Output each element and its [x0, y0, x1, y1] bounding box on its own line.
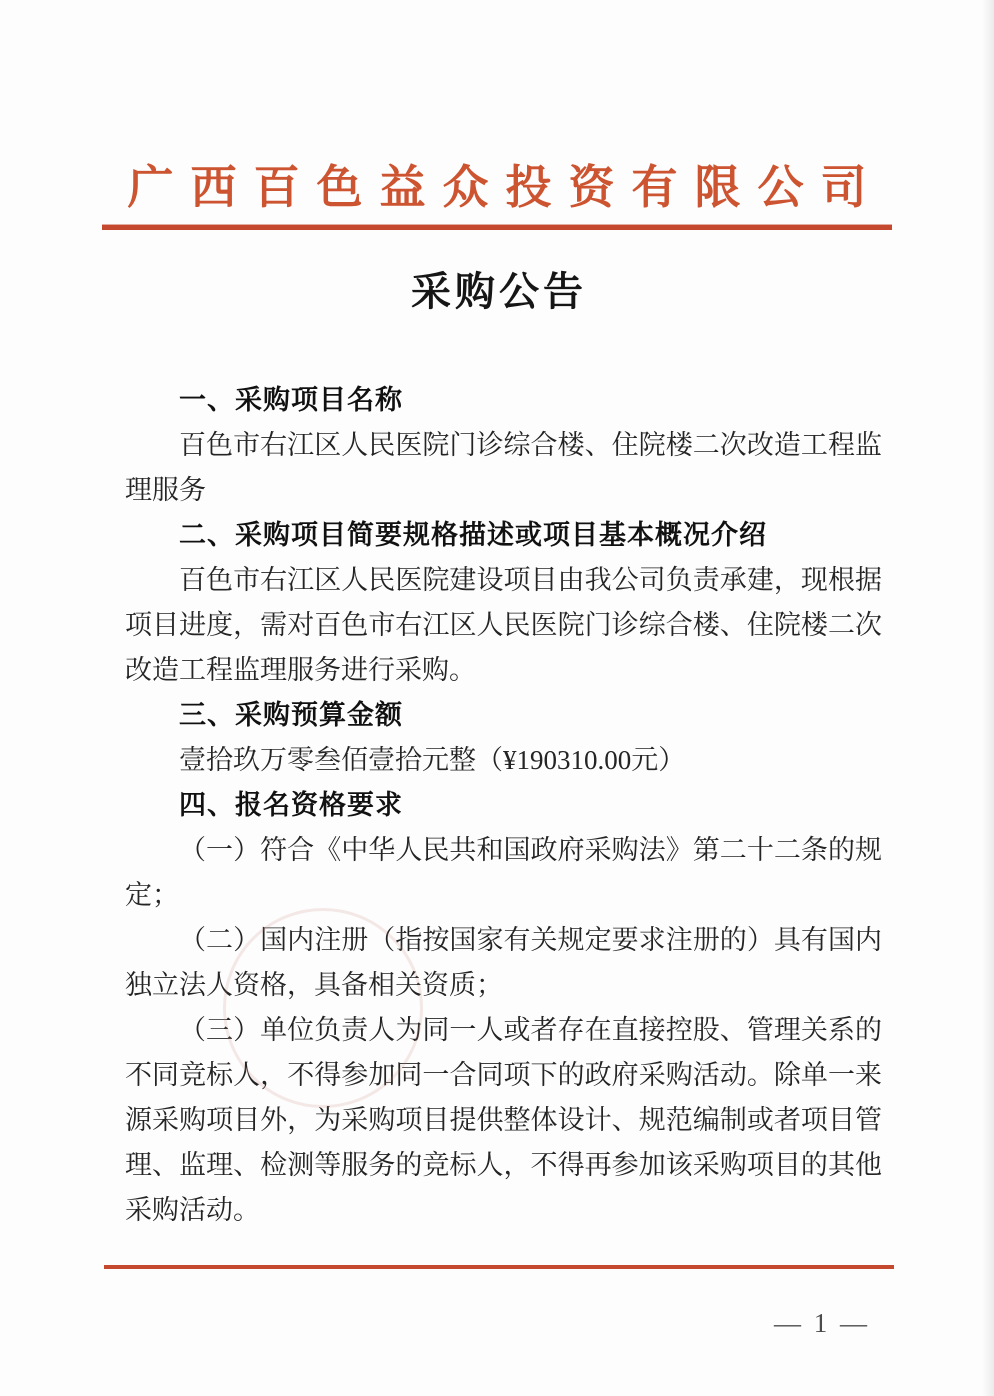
section-1-paragraph: 百色市右江区人民医院门诊综合楼、住院楼二次改造工程监理服务: [125, 430, 882, 505]
document-body: [125, 378, 882, 1233]
footer-rule: [104, 1265, 894, 1269]
page-number: — 1 —: [774, 1308, 870, 1338]
section-1-heading: 一、采购项目名称: [179, 385, 403, 415]
section-4-item-2: （二）国内注册（指按国家有关规定要求注册的）具有国内独立法人资格，具备相关资质；: [125, 925, 882, 1000]
section-4-item-3: （三）单位负责人为同一人或者存在直接控股、管理关系的不同竞标人，不得参加同一合同项下的政府采购活动。除单一来源采购项目外，为采购项目提供整体设计、规范编制或者项目管理、监理、检测等服务的竞标人，不得再参加该采购项目的其他采购活动。: [125, 1015, 882, 1225]
section-3-budget-amount: 壹拾玖万零叁佰壹拾元整（¥190310.00元）: [179, 745, 686, 775]
section-2-paragraph: 百色市右江区人民医院建设项目由我公司负责承建，现根据项目进度，需对百色市右江区人民医院门诊综合楼、住院楼二次改造工程监理服务进行采购。: [125, 565, 882, 685]
document-title: 采购公告: [411, 269, 587, 314]
section-4-item-1: （一）符合《中华人民共和国政府采购法》第二十二条的规定；: [125, 835, 882, 910]
letterhead-rule: [102, 225, 892, 230]
section-4-heading: 四、报名资格要求: [179, 790, 403, 820]
section-2-heading: 二、采购项目简要规格描述或项目基本概况介绍: [179, 520, 767, 550]
company-letterhead: 广西百色益众投资有限公司: [127, 162, 884, 213]
section-3-heading: 三、采购预算金额: [179, 700, 403, 730]
